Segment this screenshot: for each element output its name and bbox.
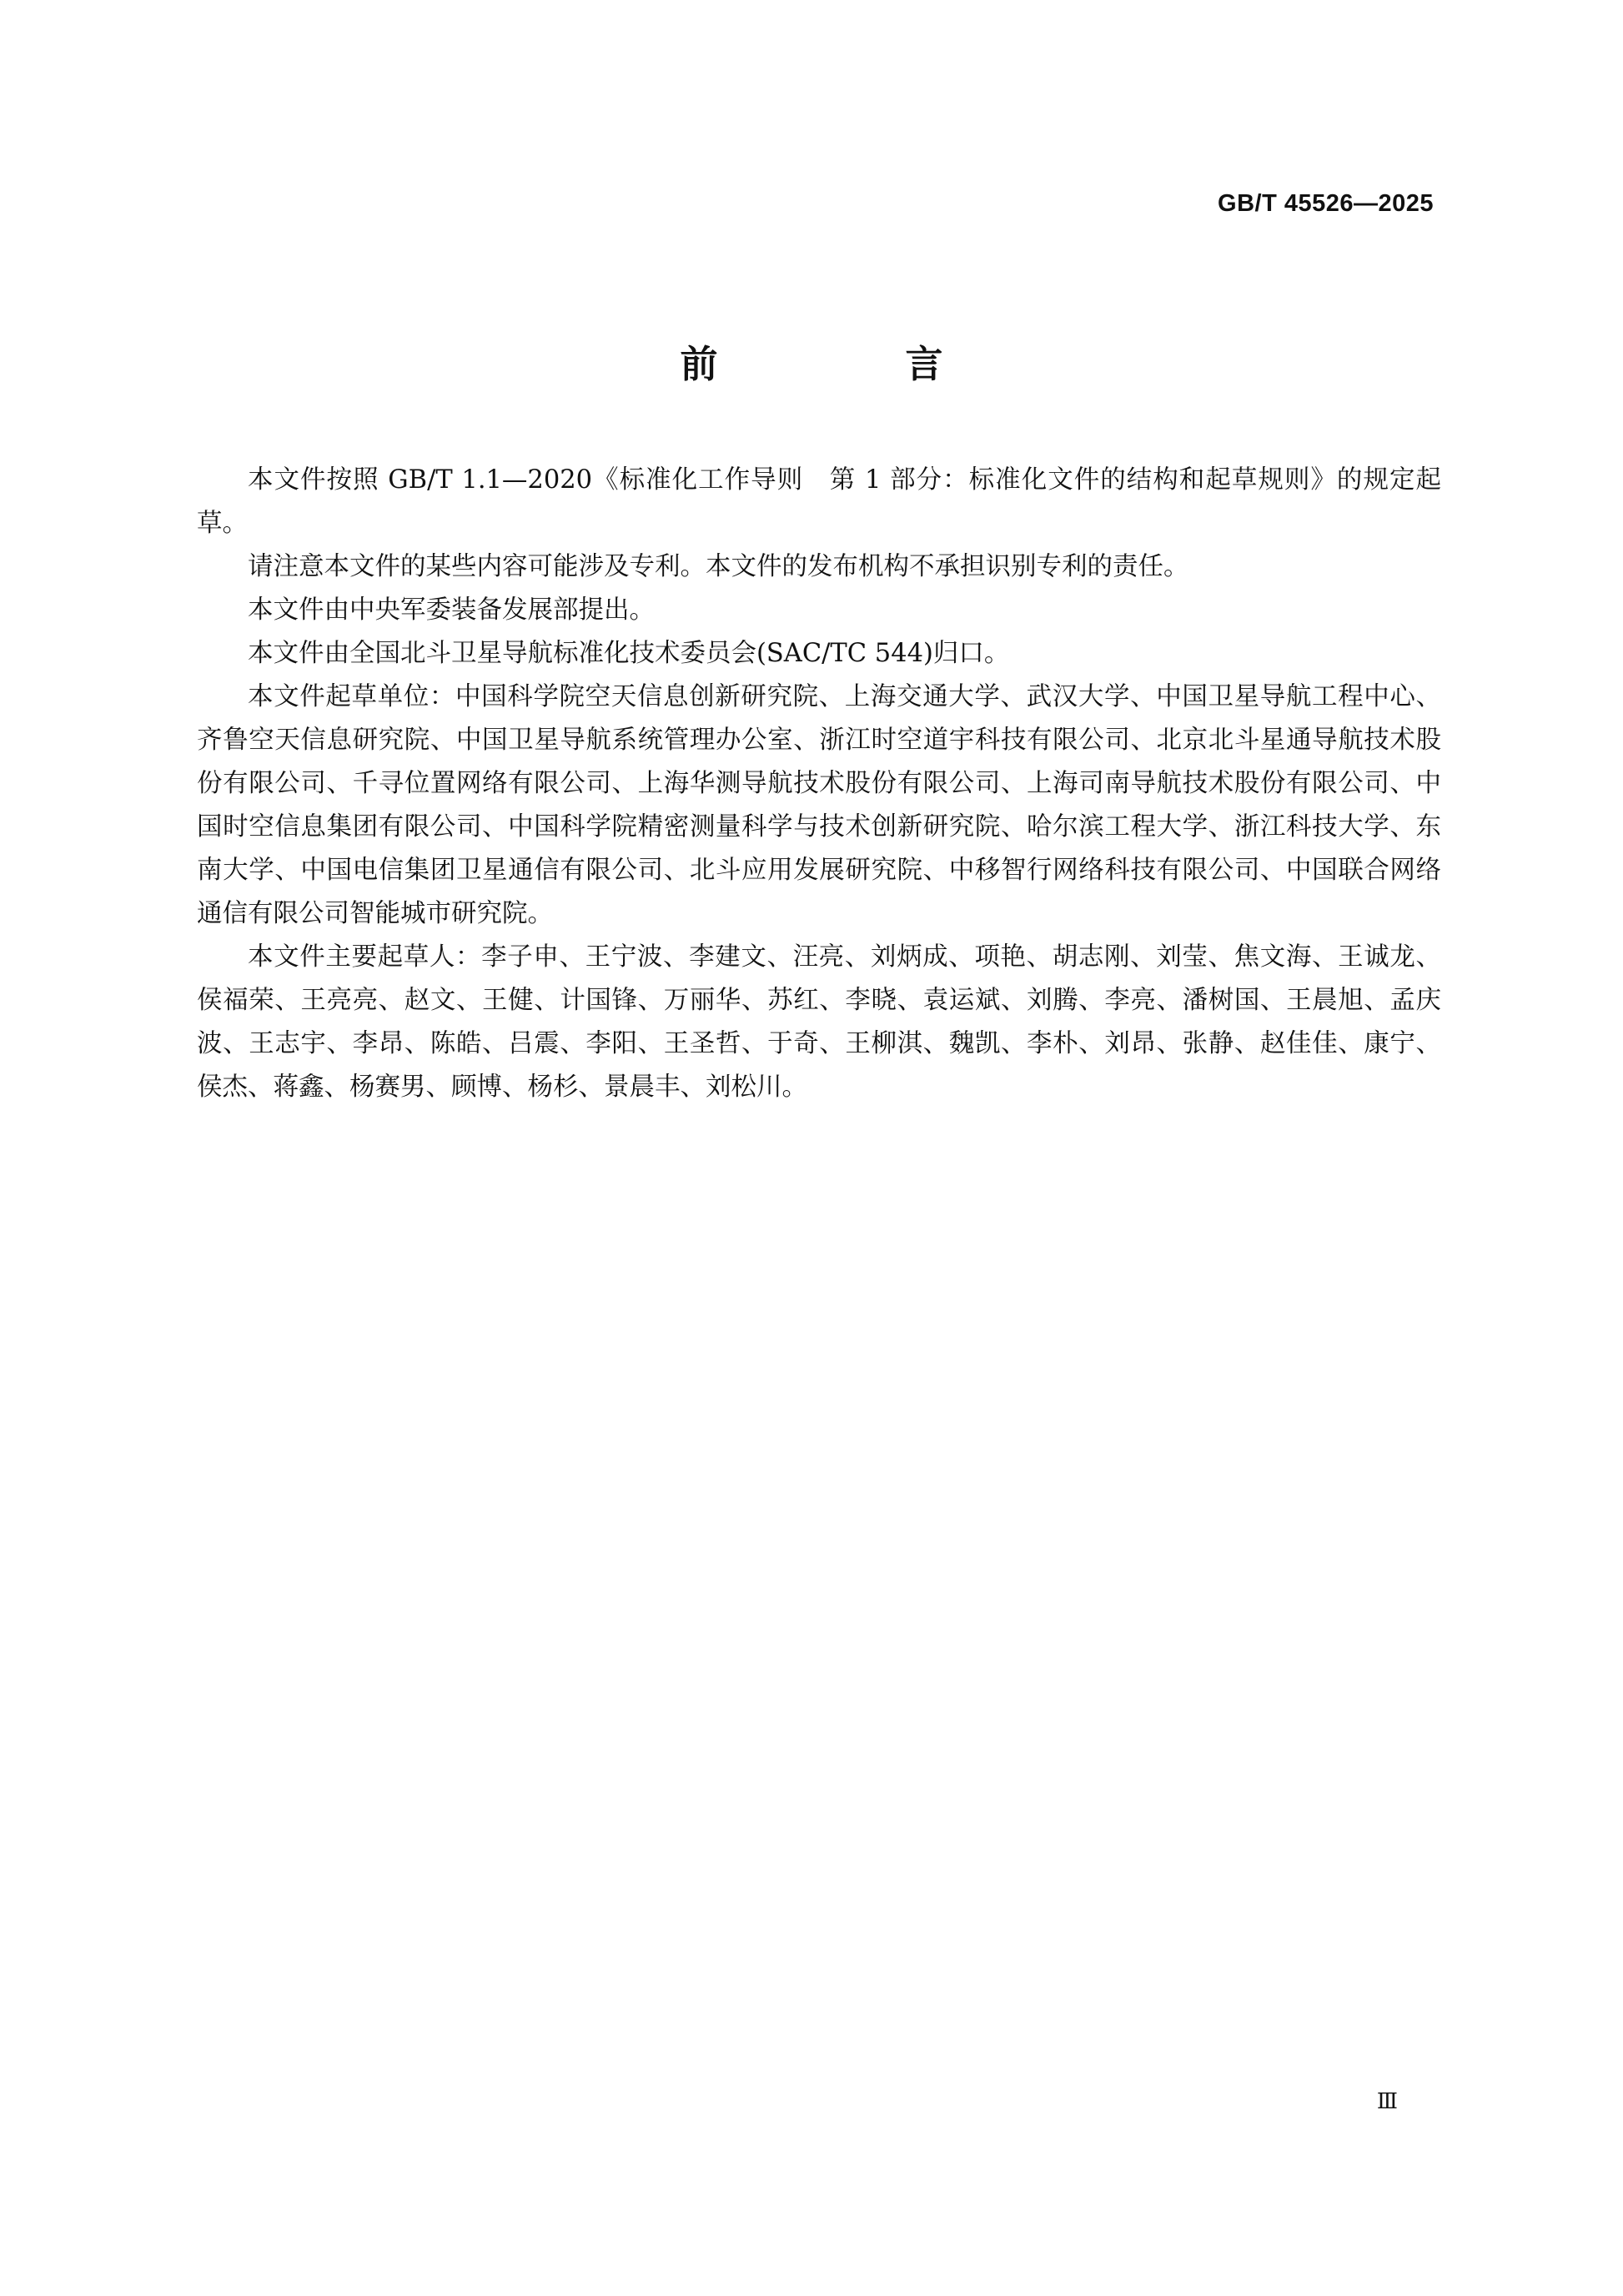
paragraph-patent-notice: 请注意本文件的某些内容可能涉及专利。本文件的发布机构不承担识别专利的责任。 <box>248 552 1189 581</box>
standard-code: GB/T 45526—2025 <box>1218 190 1434 217</box>
document-body <box>197 459 1441 1109</box>
paragraph-drafting-rules: 本文件按照 GB/T 1.1—2020《标准化工作导则 第 1 部分：标准化文件的结构和起草规则》的规定起草。 <box>197 465 1441 538</box>
paragraph-drafters: 本文件主要起草人：李子申、王宁波、李建文、汪亮、刘炳成、项艳、胡志刚、刘莹、焦文海、王诚龙、侯福荣、王亮亮、赵文、王健、计国锋、万丽华、苏红、李晓、袁运斌、刘腾、李亮、潘树国、王晨旭、孟庆波、王志宇、李昂、陈皓、吕震、李阳、王圣哲、于奇、王柳淇、魏凯、李朴、刘昂、张静、赵佳佳、康宁、侯杰、蒋鑫、杨赛男、顾博、杨杉、景晨丰、刘松川。 <box>197 942 1441 1102</box>
paragraph-proposer: 本文件由中央军委装备发展部提出。 <box>248 595 655 625</box>
paragraph-drafting-units: 本文件起草单位：中国科学院空天信息创新研究院、上海交通大学、武汉大学、中国卫星导航工程中心、齐鲁空天信息研究院、中国卫星导航系统管理办公室、浙江时空道宇科技有限公司、北京北斗星通导航技术股份有限公司、千寻位置网络有限公司、上海华测导航技术股份有限公司、上海司南导航技术股份有限公司、中国时空信息集团有限公司、中国科学院精密测量科学与技术创新研究院、哈尔滨工程大学、浙江科技大学、东南大学、中国电信集团卫星通信有限公司、北斗应用发展研究院、中移智行网络科技有限公司、中国联合网络通信有限公司智能城市研究院。 <box>197 682 1441 928</box>
page-title: 前 言 <box>680 342 1018 386</box>
page-number: Ⅲ <box>1376 2089 1398 2114</box>
paragraph-committee: 本文件由全国北斗卫星导航标准化技术委员会(SAC/TC 544)归口。 <box>248 639 1010 668</box>
